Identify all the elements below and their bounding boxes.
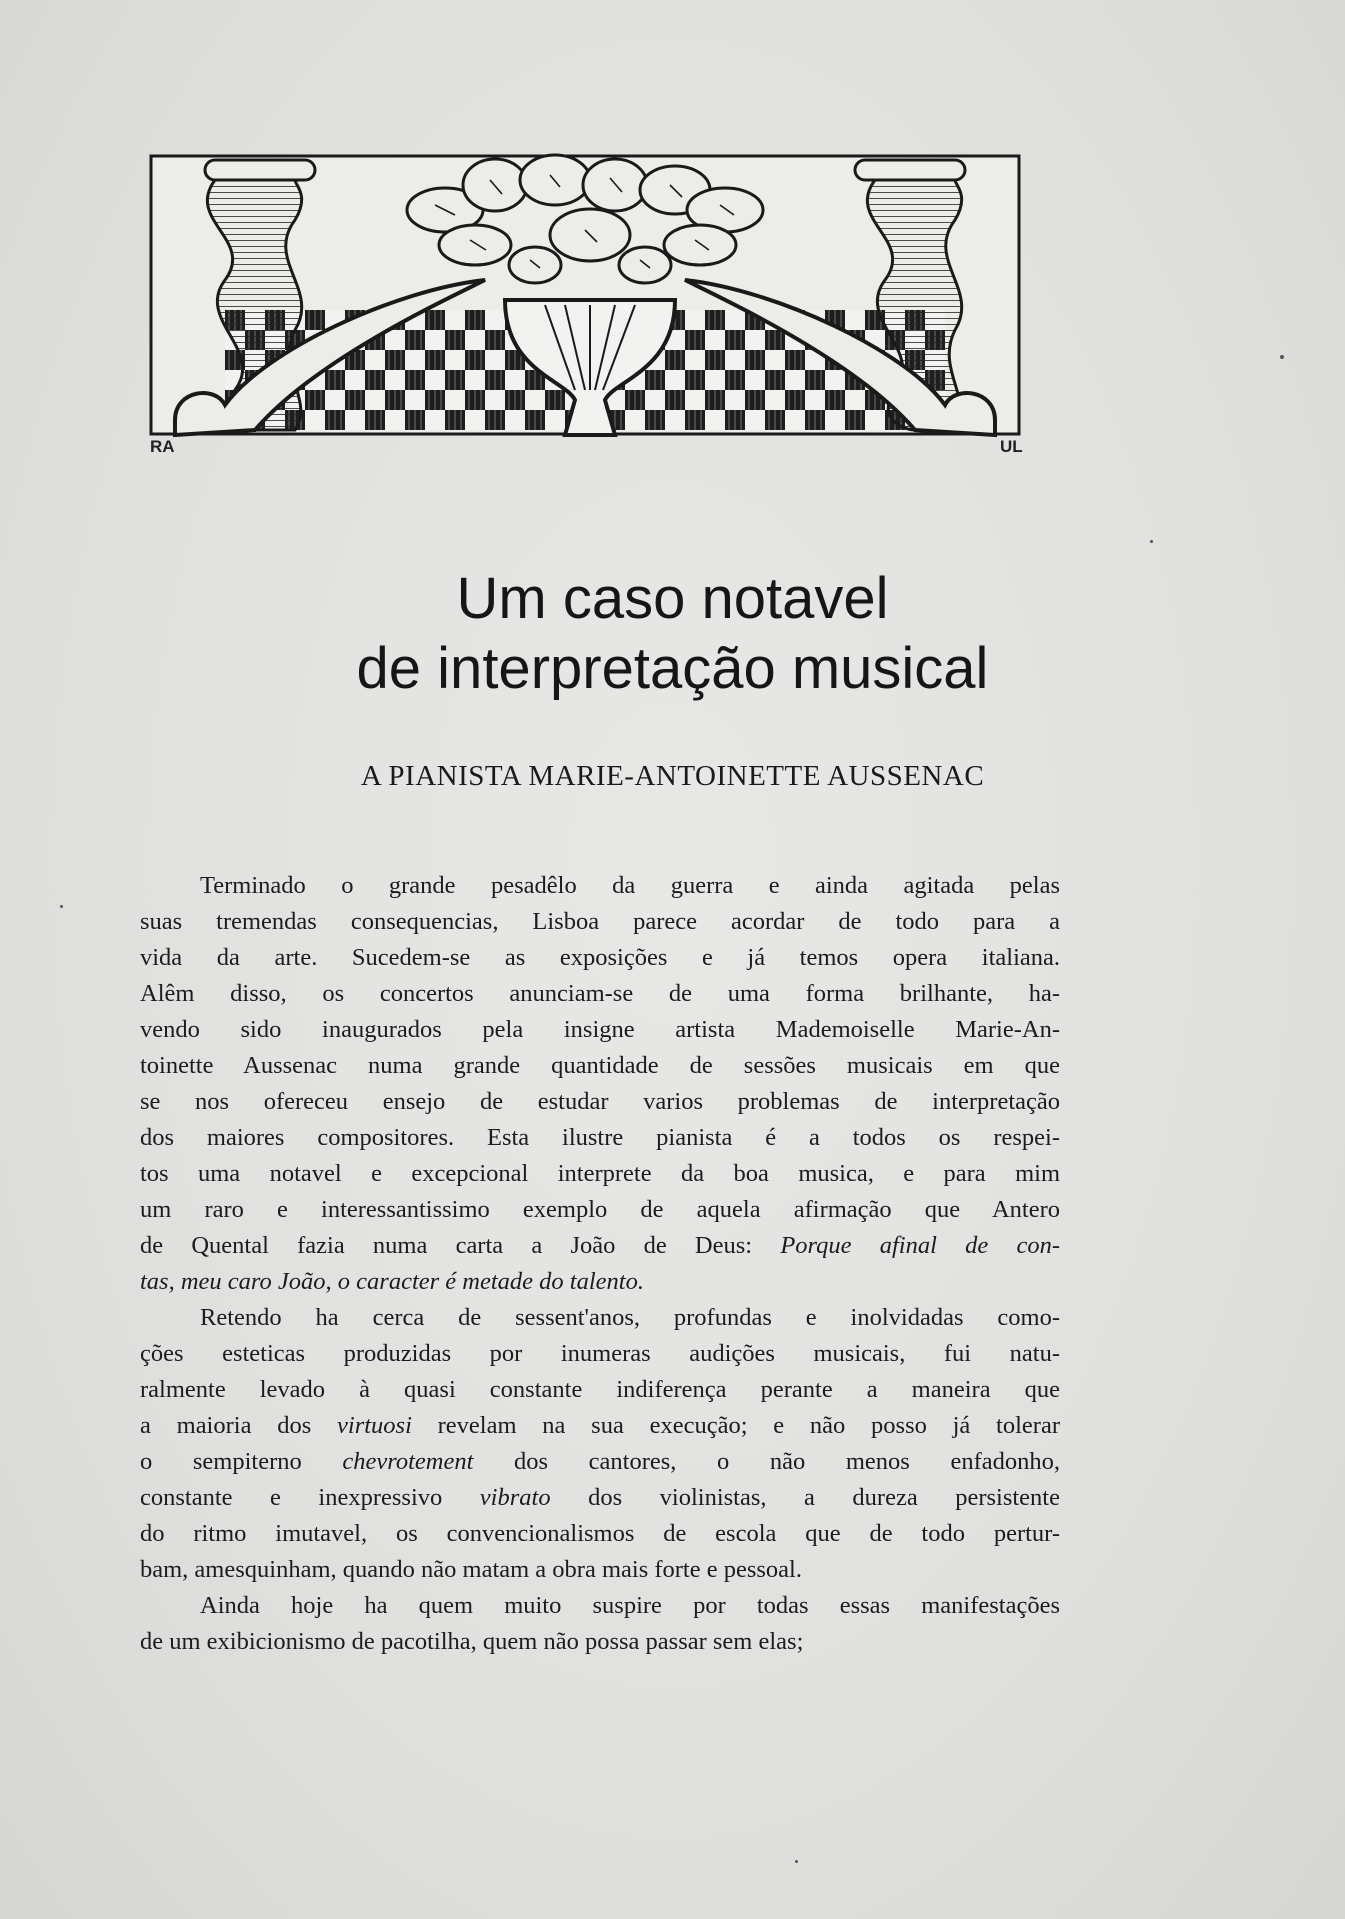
- paper-speck: [60, 905, 63, 908]
- italic-text: chevrotement: [342, 1448, 474, 1475]
- text-line: [140, 1444, 1060, 1480]
- text-segment: Alêm disso, os concertos anunciam-se de uma forma brilhante, ha-: [140, 980, 1060, 1007]
- text-line: [140, 940, 1060, 976]
- text-segment: Ainda hoje ha quem muito suspire por todas essas manifestações: [200, 1592, 1060, 1619]
- text-segment: bam, amesquinham, quando não matam a obra mais forte e pessoal.: [140, 1556, 802, 1583]
- article-title-line-2: de interpretação musical: [356, 636, 989, 701]
- article-subtitle: A PIANISTA MARIE-ANTOINETTE AUSSENAC: [360, 760, 985, 792]
- text-segment: o sempiterno: [140, 1448, 343, 1475]
- article-body: [140, 868, 1060, 1660]
- paper-speck: [1150, 540, 1153, 543]
- text-line: [140, 1228, 1060, 1264]
- decorative-headpiece-illustration: [145, 150, 1025, 460]
- paper-speck: [795, 1860, 798, 1863]
- text-line: [140, 1552, 1060, 1588]
- text-segment: ralmente levado à quasi constante indiferença perante a maneira que: [140, 1376, 1060, 1403]
- text-line: [140, 1624, 1060, 1660]
- text-segment: vendo sido inaugurados pela insigne artista Mademoiselle Marie-An-: [140, 1016, 1060, 1043]
- text-segment: ções esteticas produzidas por inumeras audições musicais, fui natu-: [140, 1340, 1060, 1367]
- illustrator-signature-left: RA: [150, 437, 175, 456]
- text-segment: de um exibicionismo de pacotilha, quem não possa passar sem elas;: [140, 1628, 804, 1655]
- text-line: [140, 1372, 1060, 1408]
- text-segment: revelam na sua execução; e não posso já tolerar: [411, 1412, 1060, 1439]
- text-segment: suas tremendas consequencias, Lisboa parece acordar de todo para a: [140, 908, 1060, 935]
- text-line: [140, 1588, 1060, 1624]
- text-segment: dos cantores, o não menos enfadonho,: [473, 1448, 1060, 1475]
- text-line: [140, 1408, 1060, 1444]
- text-segment: um raro e interessantissimo exemplo de aquela afirmação que Antero: [140, 1196, 1060, 1223]
- text-line: [140, 868, 1060, 904]
- text-line: [140, 1048, 1060, 1084]
- text-segment: tos uma notavel e excepcional interprete da boa musica, e para mim: [140, 1160, 1060, 1187]
- text-line: [140, 1156, 1060, 1192]
- text-segment: Retendo ha cerca de sessent'anos, profundas e inolvidadas como-: [200, 1304, 1060, 1331]
- text-line: [140, 1120, 1060, 1156]
- italic-text: tas, meu caro João, o caracter é metade do talento.: [140, 1268, 644, 1295]
- text-line: [140, 1300, 1060, 1336]
- text-segment: dos violinistas, a dureza persistente: [550, 1484, 1060, 1511]
- text-segment: do ritmo imutavel, os convencionalismos de escola que de todo pertur-: [140, 1520, 1060, 1547]
- text-line: [140, 1336, 1060, 1372]
- text-segment: Terminado o grande pesadêlo da guerra e ainda agitada pelas: [200, 872, 1060, 899]
- text-segment: a maioria dos: [140, 1412, 338, 1439]
- text-line: [140, 1084, 1060, 1120]
- text-segment: se nos ofereceu ensejo de estudar varios problemas de interpretação: [140, 1088, 1060, 1115]
- text-line: [140, 1012, 1060, 1048]
- text-line: [140, 1516, 1060, 1552]
- italic-text: Porque afinal de con-: [780, 1232, 1061, 1259]
- text-segment: vida da arte. Sucedem-se as exposições e já temos opera italiana.: [140, 944, 1060, 971]
- illustrator-signature-right: UL: [1000, 437, 1023, 456]
- text-line: [140, 1264, 1060, 1300]
- text-segment: de Quental fazia numa carta a João de Deus:: [140, 1232, 781, 1259]
- italic-text: vibrato: [479, 1484, 551, 1511]
- text-segment: dos maiores compositores. Esta ilustre pianista é a todos os respei-: [140, 1124, 1060, 1151]
- paper-speck: [1280, 355, 1284, 359]
- text-segment: toinette Aussenac numa grande quantidade de sessões musicais em que: [140, 1052, 1060, 1079]
- text-line: [140, 1192, 1060, 1228]
- body-paragraph: [140, 1300, 1060, 1588]
- text-segment: constante e inexpressivo: [140, 1484, 480, 1511]
- text-line: [140, 904, 1060, 940]
- italic-text: virtuosi: [337, 1412, 412, 1439]
- body-paragraph: [140, 868, 1060, 1300]
- body-paragraph: [140, 1588, 1060, 1660]
- text-line: [140, 1480, 1060, 1516]
- text-line: [140, 976, 1060, 1012]
- article-title-line-1: Um caso notavel: [456, 566, 889, 631]
